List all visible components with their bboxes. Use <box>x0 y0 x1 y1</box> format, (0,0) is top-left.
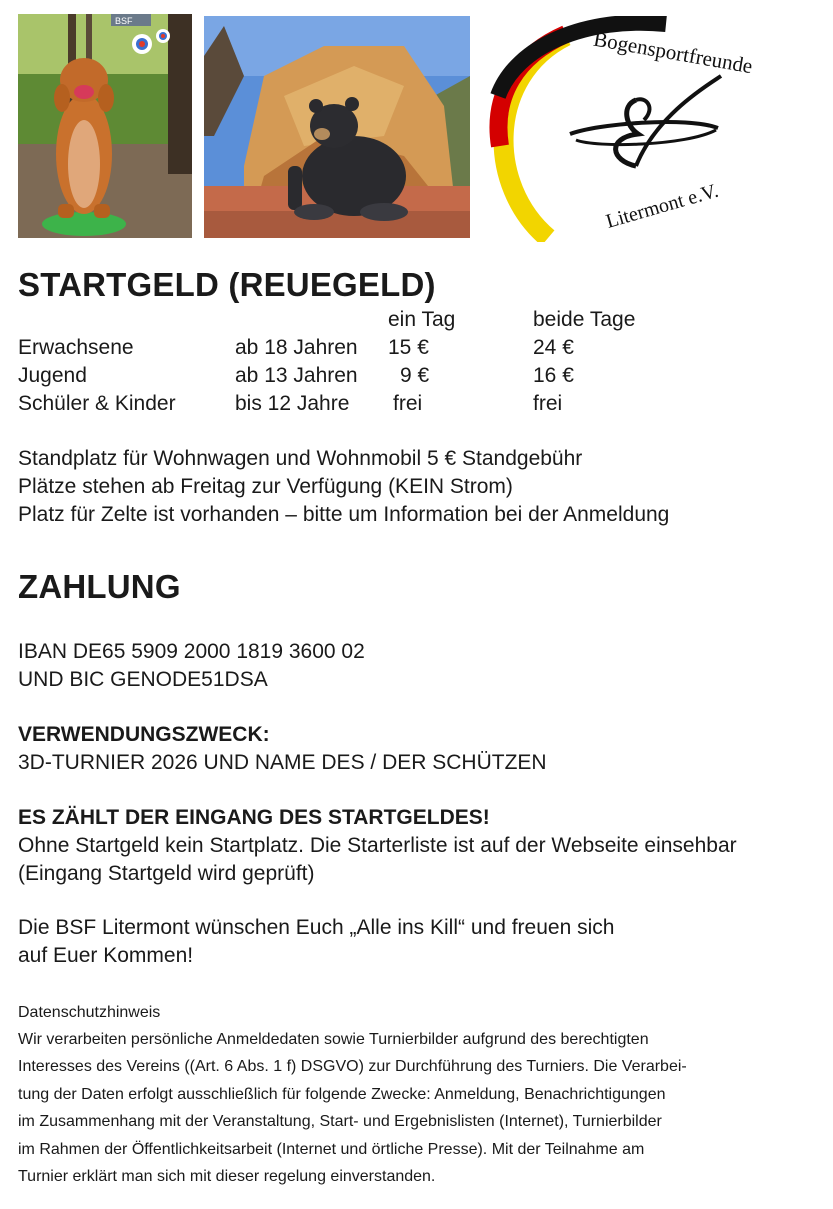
fee-one-day: 15 € <box>388 336 429 359</box>
note-tents: Platz für Zelte ist vorhanden – bitte um Information bei der Anmeldung <box>18 503 670 526</box>
fee-both-days: frei <box>533 392 563 415</box>
fee-age: bis 12 Jahre <box>235 392 350 415</box>
fee-category: Jugend <box>18 364 87 387</box>
col-header-both-days: beide Tage <box>533 308 636 331</box>
startgeld-title: STARTGELD (REUEGELD) <box>18 266 436 303</box>
privacy-line: Wir verarbeiten persönliche Anmeldedaten sowie Turnierbilder aufgrund des berechtigten <box>18 1031 649 1048</box>
privacy-line: tung der Daten erfolgt ausschließlich für folgende Zwecke: Anmeldung, Benachrichtigungen <box>18 1086 666 1103</box>
fee-one-day: 9 € <box>400 364 430 387</box>
club-logo <box>486 16 786 242</box>
privacy-line: im Zusammenhang mit der Veranstaltung, Start- und Ergebnislisten (Internet), Turnierbilder <box>18 1113 662 1130</box>
privacy-line: im Rahmen der Öffentlichkeitsarbeit (Internet und örtliche Presse). Mit der Teilnahme am <box>18 1141 645 1158</box>
note-availability: Plätze stehen ab Freitag zur Verfügung (KEIN Strom) <box>18 475 513 498</box>
iban: IBAN DE65 5909 2000 1819 3600 02 <box>18 640 365 663</box>
privacy-title: Datenschutzhinweis <box>18 1004 161 1021</box>
fee-category: Erwachsene <box>18 336 134 359</box>
wish-line: Die BSF Litermont wünschen Euch „Alle ins Kill“ und freuen sich <box>18 916 615 939</box>
zahlung-title: ZAHLUNG <box>18 568 181 605</box>
logo-club-location: Litermont e.V. <box>603 179 721 233</box>
photo-sign-text: BSF <box>115 16 133 26</box>
fee-age: ab 13 Jahren <box>235 364 358 387</box>
wish-line: auf Euer Kommen! <box>18 944 194 967</box>
privacy-line: Interesses des Vereins ((Art. 6 Abs. 1 f) DSGVO) zur Durchführung des Turniers. Die Verarbei- <box>18 1058 687 1075</box>
fee-both-days: 16 € <box>533 364 574 387</box>
privacy-line: Turnier erklärt man sich mit dieser regelung einverstanden. <box>18 1168 436 1185</box>
logo-club-name: Bogensportfreunde <box>591 26 755 79</box>
bic: UND BIC GENODE51DSA <box>18 668 268 691</box>
fee-both-days: 24 € <box>533 336 574 359</box>
receipt-line: Ohne Startgeld kein Startplatz. Die Starterliste ist auf der Webseite einsehbar <box>18 834 737 857</box>
photo-marmot-target <box>18 14 192 238</box>
fee-one-day: frei <box>393 392 423 415</box>
note-caravan: Standplatz für Wohnwagen und Wohnmobil 5 € Standgebühr <box>18 447 583 470</box>
receipt-line: (Eingang Startgeld wird geprüft) <box>18 862 315 885</box>
purpose-label: VERWENDUNGSZWECK: <box>18 723 270 746</box>
purpose-value: 3D-TURNIER 2026 UND NAME DES / DER SCHÜTZEN <box>18 751 547 774</box>
receipt-heading: ES ZÄHLT DER EINGANG DES STARTGELDES! <box>18 806 490 829</box>
fee-category: Schüler & Kinder <box>18 392 176 415</box>
col-header-one-day: ein Tag <box>388 308 456 331</box>
fee-age: ab 18 Jahren <box>235 336 358 359</box>
photo-bear-target <box>204 16 470 238</box>
